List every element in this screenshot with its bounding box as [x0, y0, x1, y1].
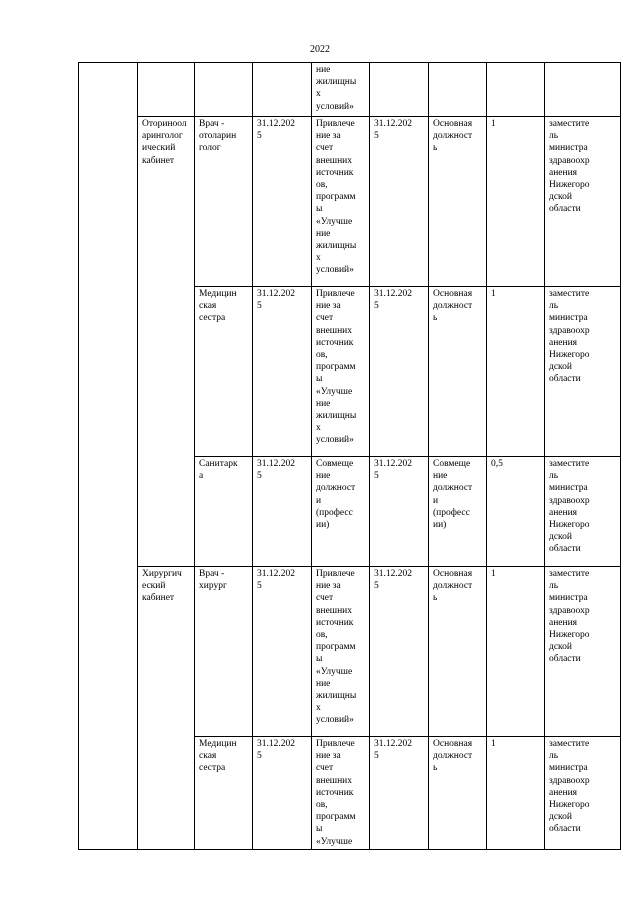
source-cell: Совмеще ние должност и (професс ии) — [312, 457, 370, 567]
table-row — [79, 63, 621, 117]
page-number: 2022 — [310, 44, 330, 55]
position-cell: Медицин ская сестра — [195, 287, 253, 457]
date-cell: 31.12.202 5 — [253, 567, 312, 737]
date-cell: 31.12.202 5 — [370, 287, 429, 457]
number-cell — [79, 63, 138, 850]
rate-cell: 1 — [487, 737, 545, 850]
employment-type-cell — [429, 63, 487, 117]
position-cell: Врач - отоларин голог — [195, 117, 253, 287]
approver-cell: заместите ль министра здравоохр анения Нижегоро дской области — [545, 117, 621, 287]
date-cell: 31.12.202 5 — [253, 117, 312, 287]
rate-cell — [487, 63, 545, 117]
date-cell: 31.12.202 5 — [370, 567, 429, 737]
cabinet-cell: Хирургич еский кабинет — [138, 567, 195, 850]
rate-cell: 1 — [487, 287, 545, 457]
date-cell: 31.12.202 5 — [253, 737, 312, 850]
source-cell: Привлече ние за счет внешних источник ов, программ ы «Улучше ние жилищны х условий» — [312, 117, 370, 287]
date-cell: 31.12.202 5 — [370, 457, 429, 567]
source-cell: ние жилищны х условий» — [312, 63, 370, 117]
position-cell — [195, 63, 253, 117]
table-row — [79, 117, 621, 287]
date-cell — [253, 63, 312, 117]
employment-type-cell: Основная должност ь — [429, 117, 487, 287]
employment-type-cell: Совмеще ние должност и (професс ии) — [429, 457, 487, 567]
source-cell: Привлече ние за счет внешних источник ов, программ ы «Улучше ние жилищны х условий» — [312, 287, 370, 457]
date-cell: 31.12.202 5 — [370, 737, 429, 850]
date-cell: 31.12.202 5 — [253, 287, 312, 457]
employment-type-cell: Основная должност ь — [429, 737, 487, 850]
date-cell: 31.12.202 5 — [370, 117, 429, 287]
employment-type-cell: Основная должност ь — [429, 567, 487, 737]
rate-cell: 0,5 — [487, 457, 545, 567]
approver-cell: заместите ль министра здравоохр анения Нижегоро дской области — [545, 737, 621, 850]
position-cell: Медицин ская сестра — [195, 737, 253, 850]
date-cell — [370, 63, 429, 117]
position-cell: Санитарк а — [195, 457, 253, 567]
table-row — [79, 567, 621, 737]
cabinet-cell — [138, 63, 195, 117]
approver-cell: заместите ль министра здравоохр анения Нижегоро дской области — [545, 287, 621, 457]
position-cell: Врач - хирург — [195, 567, 253, 737]
date-cell: 31.12.202 5 — [253, 457, 312, 567]
approver-cell: заместите ль министра здравоохр анения Нижегоро дской области — [545, 457, 621, 567]
source-cell: Привлече ние за счет внешних источник ов, программ ы «Улучше — [312, 737, 370, 850]
source-cell: Привлече ние за счет внешних источник ов, программ ы «Улучше ние жилищны х условий» — [312, 567, 370, 737]
approver-cell — [545, 63, 621, 117]
cabinet-cell: Оториноол аринголог ический кабинет — [138, 117, 195, 567]
staffing-table — [78, 62, 621, 850]
approver-cell: заместите ль министра здравоохр анения Нижегоро дской области — [545, 567, 621, 737]
rate-cell: 1 — [487, 117, 545, 287]
employment-type-cell: Основная должност ь — [429, 287, 487, 457]
rate-cell: 1 — [487, 567, 545, 737]
